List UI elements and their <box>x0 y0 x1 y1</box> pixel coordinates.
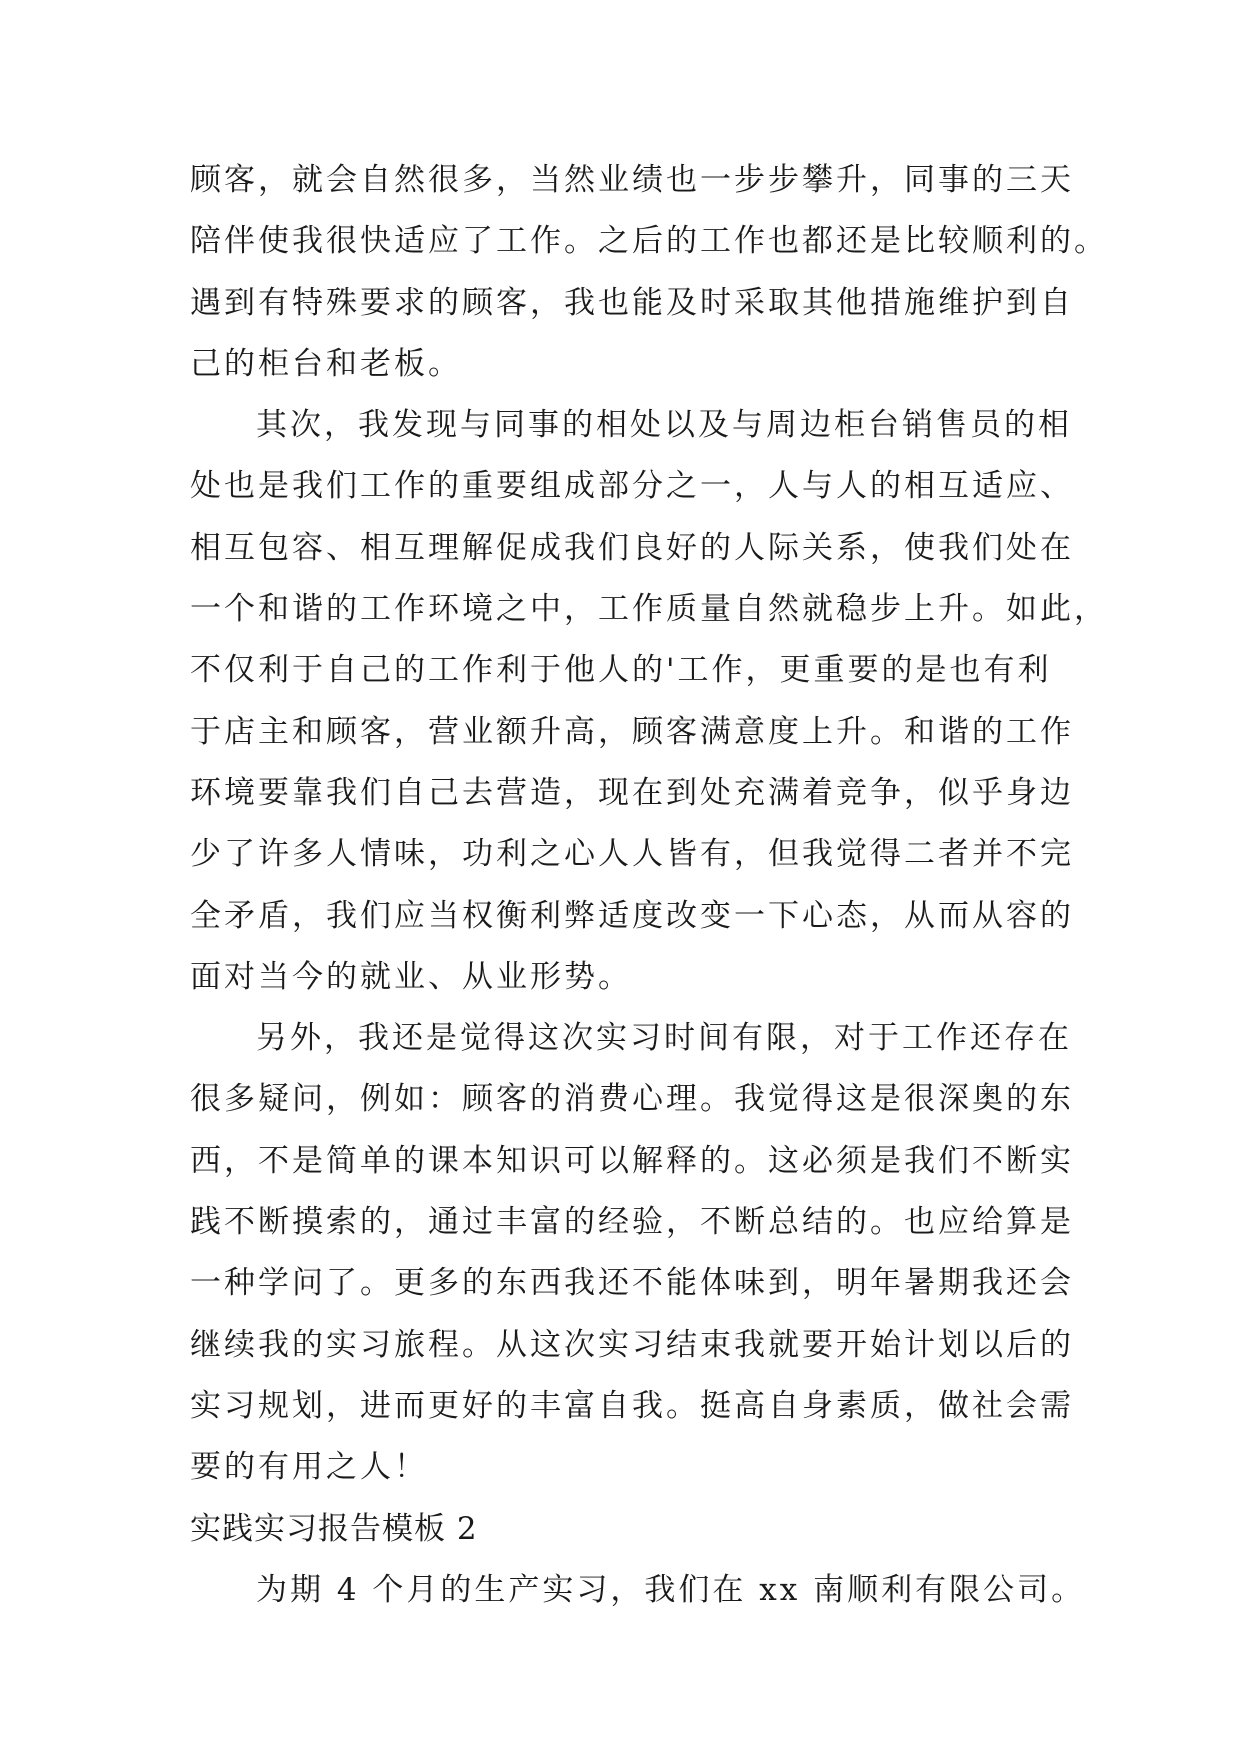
text-line: 陪伴使我很快适应了工作。之后的工作也都还是比较顺利的。 <box>190 223 1108 260</box>
paragraph-first-line: 为期 4 个月的生产实习，我们在 xx 南顺利有限公司。 <box>256 1571 1086 1608</box>
text-line: 遇到有特殊要求的顾客，我也能及时采取其他措施维护到自 <box>190 284 1074 321</box>
text-line: 处也是我们工作的重要组成部分之一，人与人的相互适应、 <box>190 468 1074 505</box>
text-line: 顾客，就会自然很多，当然业绩也一步步攀升，同事的三天 <box>190 162 1074 198</box>
text-line: 一个和谐的工作环境之中，工作质量自然就稳步上升。如此， <box>190 591 1108 628</box>
text-line: 很多疑问，例如：顾客的消费心理。我觉得这是很深奥的东 <box>190 1081 1074 1118</box>
text-line: 西，不是简单的课本知识可以解释的。这必须是我们不断实 <box>190 1142 1074 1179</box>
text-line: 不仅利于自己的工作利于他人的'工作，更重要的是也有利 <box>190 652 1052 689</box>
text-line: 于店主和顾客，营业额升高，顾客满意度上升。和谐的工作 <box>190 713 1074 750</box>
text-line: 己的柜台和老板。 <box>190 345 462 382</box>
text-line: 继续我的实习旅程。从这次实习结束我就要开始计划以后的 <box>190 1326 1074 1363</box>
text-line: 环境要靠我们自己去营造，现在到处充满着竞争，似乎身边 <box>190 774 1074 811</box>
text-line: 面对当今的就业、从业形势。 <box>190 958 632 995</box>
text-line: 少了许多人情味，功利之心人人皆有，但我觉得二者并不完 <box>190 836 1074 873</box>
section-heading: 实践实习报告模板 2 <box>190 1510 478 1547</box>
paragraph-first-line: 其次，我发现与同事的相处以及与周边柜台销售员的相 <box>256 407 1072 444</box>
text-line: 践不断摸索的，通过丰富的经验，不断总结的。也应给算是 <box>190 1204 1074 1241</box>
text-line: 一种学问了。更多的东西我还不能体味到，明年暑期我还会 <box>190 1265 1074 1302</box>
document-body <box>190 161 1190 1632</box>
text-line: 全矛盾，我们应当权衡利弊适度改变一下心态，从而从容的 <box>190 897 1074 934</box>
text-line: 实习规划，进而更好的丰富自我。挺高自身素质，做社会需 <box>190 1387 1074 1424</box>
paragraph-first-line: 另外，我还是觉得这次实习时间有限，对于工作还存在 <box>256 1020 1072 1057</box>
text-line: 相互包容、相互理解促成我们良好的人际关系，使我们处在 <box>190 529 1074 566</box>
text-line: 要的有用之人！ <box>190 1449 428 1486</box>
